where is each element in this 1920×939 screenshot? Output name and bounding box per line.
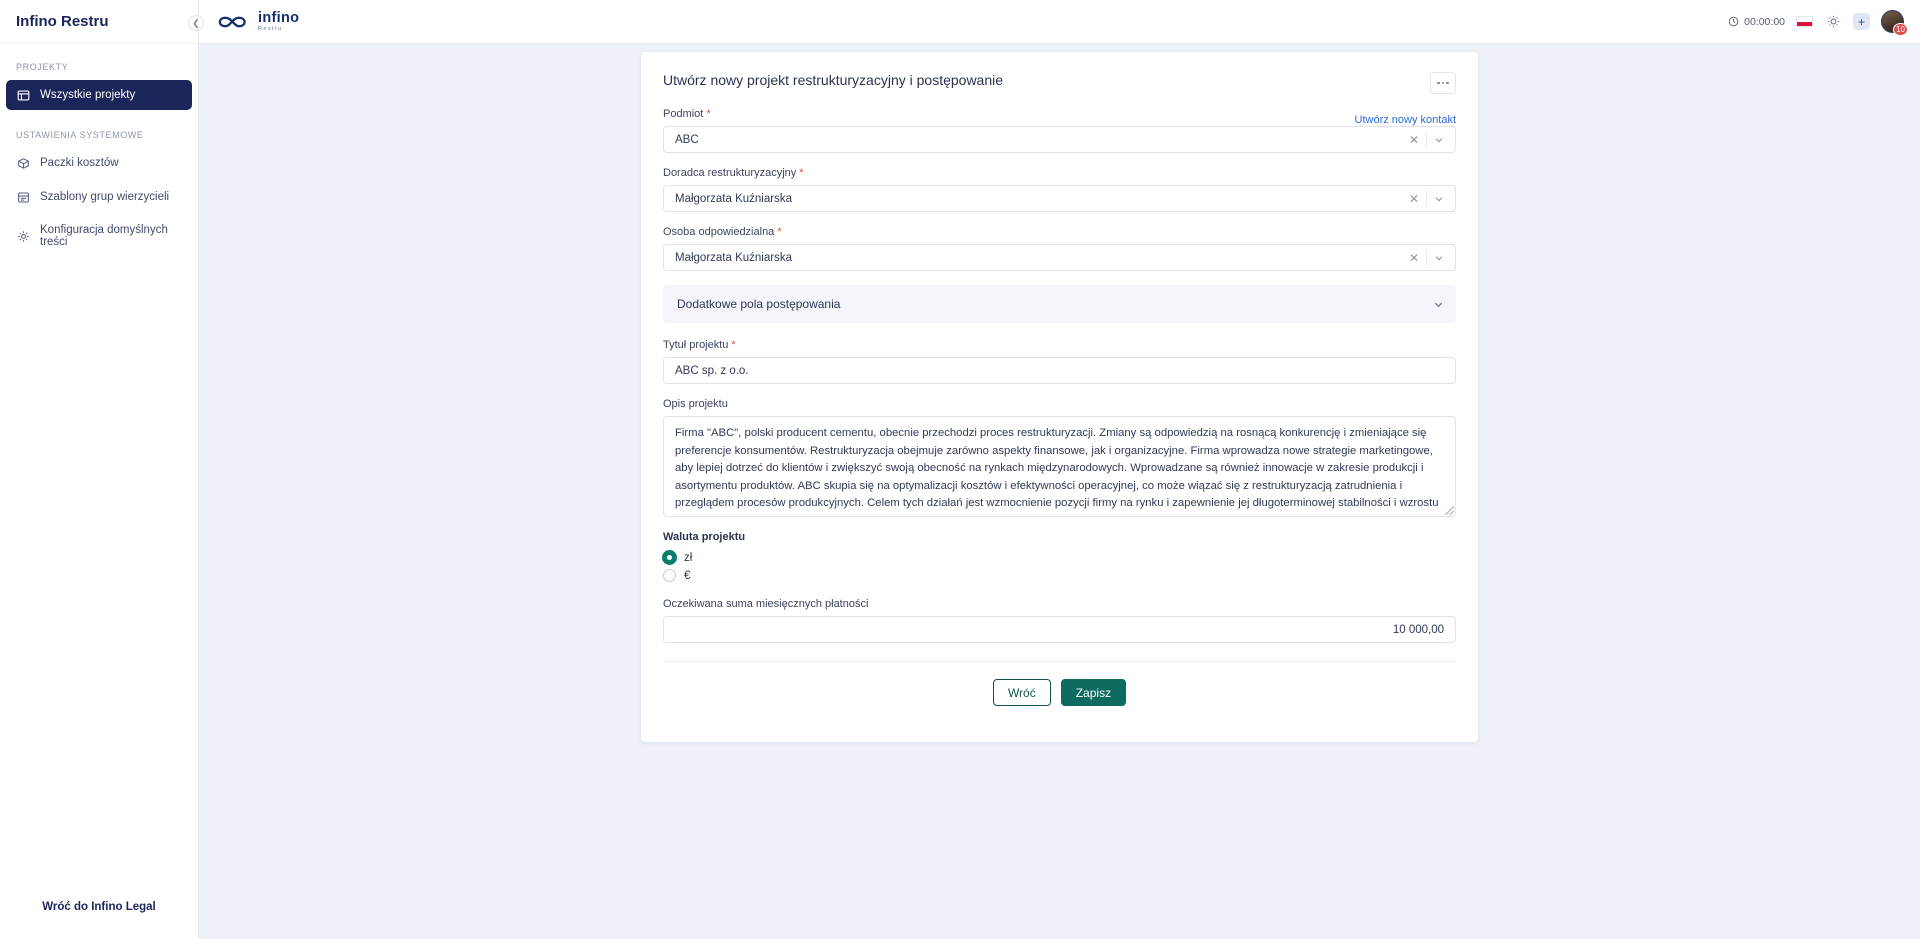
clear-icon[interactable]: ✕ [1408, 132, 1419, 147]
field-currency [663, 531, 1456, 584]
project-title-input[interactable] [663, 357, 1456, 384]
chevron-down-icon[interactable] [1427, 253, 1449, 263]
project-form [641, 94, 1478, 706]
required-marker: * [799, 167, 804, 179]
main-area [199, 0, 1920, 939]
radio-icon-selected [663, 551, 676, 564]
sun-icon[interactable] [1824, 13, 1842, 31]
gear-icon [16, 229, 30, 243]
logo-text [258, 11, 299, 33]
project-description-textarea[interactable] [663, 416, 1456, 517]
project-title-value: ABC sp. z o.o. [675, 364, 749, 377]
pl-flag-icon[interactable] [1796, 16, 1813, 27]
sidebar-item-wszystkie-projekty[interactable] [6, 80, 192, 110]
required-marker: * [731, 339, 736, 351]
infino-logo-icon [217, 11, 251, 33]
project-title-label [663, 339, 1456, 351]
radio-icon [663, 569, 676, 582]
create-new-contact-link[interactable]: Utwórz nowy kontakt [1354, 114, 1456, 126]
sidebar-item-paczki-kosztow[interactable] [6, 148, 192, 178]
sidebar-section-projekty: PROJEKTY [16, 62, 69, 72]
currency-option-label: € [684, 569, 691, 582]
currency-option-eur[interactable] [663, 567, 1456, 584]
project-description-label [663, 398, 1456, 410]
sidebar [0, 0, 199, 939]
sidebar-item-label: Wszystkie projekty [40, 89, 136, 101]
advisor-select[interactable] [663, 185, 1456, 212]
clock-icon [1728, 16, 1739, 27]
logo-title: infino [258, 9, 300, 26]
required-marker: * [706, 108, 711, 120]
expected-sum-input[interactable] [663, 616, 1456, 643]
back-button[interactable]: Wróć [993, 679, 1051, 706]
responsible-select[interactable] [663, 244, 1456, 271]
page-title: Utwórz nowy projekt restrukturyzacyjny i postępowanie [663, 72, 1004, 88]
list-icon [16, 88, 30, 102]
entity-value: ABC [675, 133, 699, 146]
timer-value: 00:00:00 [1744, 15, 1785, 28]
project-description-label-text: Opis projektu [663, 398, 728, 410]
sidebar-section-ustawienia: USTAWIENIA SYSTEMOWE [16, 130, 144, 140]
topbar [199, 0, 1920, 44]
advisor-label-text: Doradca restrukturyzacyjny [663, 167, 797, 179]
back-to-infino-legal-button[interactable]: Wróć do Infino Legal [14, 893, 184, 921]
sidebar-item-label: Konfiguracja domyślnych treści [40, 224, 168, 248]
resize-handle-icon[interactable] [1445, 506, 1454, 515]
currency-option-pln[interactable] [663, 549, 1456, 566]
topbar-actions [1728, 10, 1904, 33]
entity-label-text: Podmiot [663, 108, 704, 120]
additional-fields-accordion[interactable] [663, 285, 1456, 323]
sidebar-brand: Infino Restru [0, 0, 198, 44]
clear-icon[interactable]: ✕ [1408, 250, 1419, 265]
accordion-label: Dodatkowe pola postępowania [677, 297, 841, 311]
field-project-description [663, 398, 1456, 517]
package-icon [16, 156, 30, 170]
responsible-label [663, 226, 1456, 238]
project-title-label-text: Tytuł projektu [663, 339, 729, 351]
user-avatar[interactable] [1881, 10, 1904, 33]
field-expected-sum [663, 598, 1456, 643]
chevron-down-icon[interactable] [1427, 135, 1449, 145]
sidebar-item-label: Szablony grup wierzycieli [40, 191, 170, 203]
project-description-value: Firma "ABC", polski producent cementu, obecnie przechodzi proces restrukturyzacji. Zmiany są odpowiedzią na rosnącą konkurencję i zmieniające się preferencje konsumentów. Restrukturyzacja obejmuje zarówno aspekty finansowe, jak i organizacyjne. Firma wprowadza nowe strategie marketingowe, aby lepiej dotrzeć do klientów i zwiększyć swoją obecność na rynkach międzynarodowych. Wprowadzane są również innowacje w zakresie produkcji i asortymentu produktów. ABC skupia się na optymalizacji kosztów i efektywności operacyjnej, co może wiązać się z restrukturyzacją zatrudnienia i przeglądem procesów produkcyjnych. Celem tych działań jest wzmocnienie pozycji firmy na rynku i zapewnienie jej długoterminowej stabilności i wzrostu [675, 427, 1439, 510]
chevron-down-icon [1433, 299, 1444, 310]
notification-badge: 10 [1893, 23, 1908, 36]
responsible-value: Małgorzata Kuźniarska [675, 251, 792, 264]
chevron-left-icon: ❮ [192, 17, 200, 28]
kebab-menu-icon[interactable] [1430, 72, 1456, 94]
expected-sum-label-text: Oczekiwana suma miesięcznych płatności [663, 598, 869, 610]
field-project-title [663, 339, 1456, 384]
session-timer[interactable] [1728, 16, 1785, 28]
field-responsible-person [663, 226, 1456, 271]
field-advisor [663, 167, 1456, 212]
entity-label [663, 108, 711, 120]
sidebar-item-konfiguracja-domyslnych-tresci[interactable] [6, 216, 192, 256]
entity-select[interactable] [663, 126, 1456, 153]
plus-icon[interactable]: + [1853, 13, 1870, 30]
template-icon [16, 190, 30, 204]
content-area [199, 44, 1920, 939]
create-project-card [641, 52, 1478, 742]
advisor-label [663, 167, 1456, 179]
form-actions [663, 661, 1456, 706]
app-logo[interactable] [217, 11, 299, 33]
responsible-label-text: Osoba odpowiedzialna [663, 226, 775, 238]
save-button[interactable]: Zapisz [1061, 679, 1126, 706]
card-header [641, 66, 1478, 94]
sidebar-collapse-button[interactable] [188, 15, 204, 31]
logo-subtitle: Restru [258, 26, 283, 32]
currency-option-label: zł [684, 551, 693, 564]
sidebar-item-label: Paczki kosztów [40, 157, 119, 169]
chevron-down-icon[interactable] [1427, 194, 1449, 204]
clear-icon[interactable]: ✕ [1408, 191, 1419, 206]
currency-label: Waluta projektu [663, 531, 746, 543]
expected-sum-label [663, 598, 1456, 610]
expected-sum-value: 10 000,00 [1392, 623, 1444, 636]
field-entity [663, 108, 1456, 153]
required-marker: * [777, 226, 782, 238]
sidebar-item-szablony-grup-wierzycieli[interactable] [6, 182, 192, 212]
sidebar-footer [0, 881, 198, 939]
advisor-value: Małgorzata Kuźniarska [675, 192, 792, 205]
currency-radio-group [663, 549, 1456, 584]
